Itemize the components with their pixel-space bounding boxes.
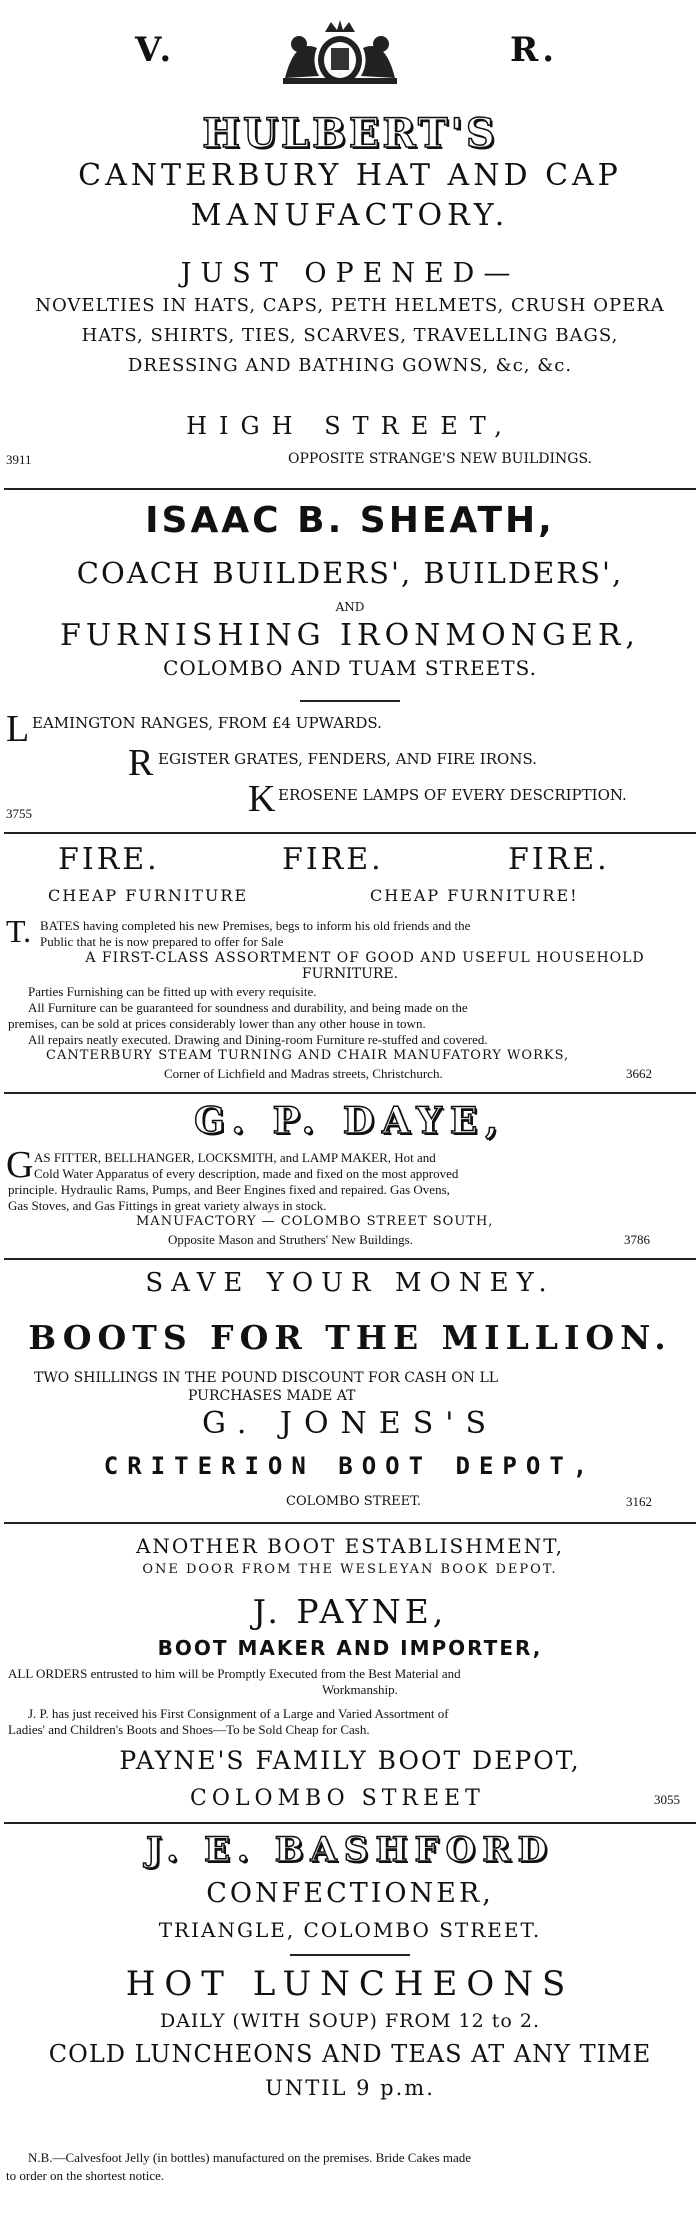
body-line-1: Parties Furnishing can be fitted up with every requisite. xyxy=(28,984,317,999)
kerosene-lamps: EROSENE LAMPS OF EVERY DESCRIPTION. xyxy=(278,786,627,804)
sheath-title: ISAAC B. SHEATH, xyxy=(145,500,555,541)
divider xyxy=(4,1092,696,1094)
jp-line-1: J. P. has just received his First Consignment of a Large and Varied Assortment of xyxy=(28,1706,449,1721)
leamington-ranges: EAMINGTON RANGES, FROM £4 UPWARDS. xyxy=(32,714,382,732)
colombo-tuam: COLOMBO AND TUAM STREETS. xyxy=(163,656,537,680)
daye-opposite: Opposite Mason and Struthers' New Buildings. xyxy=(168,1232,413,1247)
assortment-line-2: FURNITURE. xyxy=(301,966,399,982)
bashford-title: J. E. BASHFORD xyxy=(145,1830,554,1870)
cheap-furniture-2: CHEAP FURNITURE! xyxy=(370,886,579,905)
bashford-address: TRIANGLE, COLOMBO STREET. xyxy=(158,1918,542,1942)
payne-family-depot: PAYNE'S FAMILY BOOT DEPOT, xyxy=(119,1746,581,1775)
discount-line-2: PURCHASES MADE AT xyxy=(188,1388,356,1404)
hot-luncheons: HOT LUNCHEONS xyxy=(125,1964,575,2004)
payne-title: J. PAYNE, xyxy=(252,1592,448,1631)
divider xyxy=(4,488,696,490)
discount-line-1: TWO SHILLINGS IN THE POUND DISCOUNT FOR CASH ON LL xyxy=(34,1370,499,1386)
confectioner: CONFECTIONER, xyxy=(206,1878,494,1909)
orders-line-1: ALL ORDERS entrusted to him will be Promptly Executed from the Best Material and xyxy=(8,1666,461,1681)
body-line-4: All repairs neatly executed. Drawing and Dining-room Furniture re-stuffed and covered. xyxy=(28,1032,488,1047)
ad-number: 3911 xyxy=(6,452,32,467)
novelties-line-3: DRESSING AND BATHING GOWNS, &c, &c. xyxy=(127,355,573,376)
payne-street: COLOMBO STREET xyxy=(190,1786,485,1811)
novelties-line-2: HATS, SHIRTS, TIES, SCARVES, TRAVELLING BAGS, xyxy=(81,325,619,346)
divider xyxy=(4,1522,696,1524)
fire-word-1: FIRE. xyxy=(58,842,160,877)
drop-cap-t: T. xyxy=(6,913,32,949)
short-divider xyxy=(290,1954,410,1956)
intro-line-1: BATES having completed his new Premises, begs to inform his old friends and the xyxy=(40,918,471,933)
divider xyxy=(4,1258,696,1260)
just-opened: JUST OPENED— xyxy=(180,258,520,289)
intro-line-2: Public that he is now prepared to offer for Sale xyxy=(40,934,284,949)
high-street: HIGH STREET, xyxy=(186,412,514,440)
cheap-furniture-1: CHEAP FURNITURE xyxy=(48,886,249,905)
fire-word-3: FIRE. xyxy=(508,842,610,877)
register-grates: EGISTER GRATES, FENDERS, AND FIRE IRONS. xyxy=(158,750,537,768)
daye-line-2: Cold Water Apparatus of every description, made and fixed on the most approved xyxy=(34,1166,459,1181)
short-divider xyxy=(300,700,400,702)
ad-number: 3755 xyxy=(6,806,32,821)
daye-line-1: AS FITTER, BELLHANGER, LOCKSMITH, and LAMP MAKER, Hot and xyxy=(34,1150,436,1165)
one-door: ONE DOOR FROM THE WESLEYAN BOOK DEPOT. xyxy=(142,1562,558,1577)
royal-crest-icon xyxy=(265,18,415,92)
daye-manufactory: MANUFACTORY — COLOMBO STREET SOUTH, xyxy=(136,1214,494,1229)
ad-number: 3786 xyxy=(624,1232,650,1247)
criterion-boot-depot: CRITERION BOOT DEPOT, xyxy=(103,1452,597,1480)
jones-street: COLOMBO STREET. xyxy=(286,1494,422,1509)
manufactory-line: MANUFACTORY. xyxy=(190,198,510,233)
body-line-3: premises, can be sold at prices considerably lower than any other house in town. xyxy=(8,1016,426,1031)
ad-number: 3162 xyxy=(626,1494,652,1509)
jones-title: G. JONES'S xyxy=(201,1406,499,1441)
furnishing-ironmonger: FURNISHING IRONMONGER, xyxy=(60,618,640,653)
nb-line-1: N.B.—Calvesfoot Jelly (in bottles) manufactured on the premises. Bride Cakes made xyxy=(28,2150,471,2165)
drop-cap-r: R xyxy=(128,742,154,784)
drop-cap-g: G xyxy=(6,1144,34,1186)
drop-cap-k: K xyxy=(248,778,276,820)
boots-for-the-million: BOOTS FOR THE MILLION. xyxy=(28,1318,672,1357)
jp-line-2: Ladies' and Children's Boots and Shoes—To be Sold Cheap for Cash. xyxy=(8,1722,370,1737)
hulberts-title: HULBERT'S xyxy=(202,110,498,157)
cold-luncheons: COLD LUNCHEONS AND TEAS AT ANY TIME xyxy=(48,2040,652,2068)
r-letter: R. xyxy=(510,30,559,70)
ad-number: 3662 xyxy=(626,1066,652,1081)
ad-number: 3055 xyxy=(654,1792,680,1807)
another-boot: ANOTHER BOOT ESTABLISHMENT, xyxy=(135,1534,565,1558)
body-line-2: All Furniture can be guaranteed for soundness and durability, and being made on the xyxy=(28,1000,468,1015)
daye-line-4: Gas Stoves, and Gas Fittings in great variety always in stock. xyxy=(8,1198,327,1213)
assortment-line-1: A FIRST-CLASS ASSORTMENT OF GOOD AND USEFUL HOUSEHOLD xyxy=(85,950,645,966)
opposite-line: OPPOSITE STRANGE'S NEW BUILDINGS. xyxy=(288,451,593,467)
until-9pm: UNTIL 9 p.m. xyxy=(265,2076,435,2100)
divider xyxy=(4,832,696,834)
drop-cap-l: L xyxy=(6,708,30,750)
coach-builders-line: COACH BUILDERS', BUILDERS', xyxy=(76,556,624,590)
daily-soup: DAILY (WITH SOUP) FROM 12 to 2. xyxy=(159,2010,541,2032)
fire-word-2: FIRE. xyxy=(282,842,384,877)
canterbury-line: CANTERBURY HAT AND CAP xyxy=(78,158,622,193)
novelties-line-1: NOVELTIES IN HATS, CAPS, PETH HELMETS, CRUSH OPERA xyxy=(35,295,665,316)
orders-line-2: Workmanship. xyxy=(322,1682,398,1697)
daye-line-3: principle. Hydraulic Rams, Pumps, and Beer Engines fixed and repaired. Gas Ovens, xyxy=(8,1182,450,1197)
save-your-money: SAVE YOUR MONEY. xyxy=(145,1268,555,1298)
corner-address: Corner of Lichfield and Madras streets, Christchurch. xyxy=(164,1066,443,1081)
v-letter: V. xyxy=(135,30,176,70)
payne-subtitle: BOOT MAKER AND IMPORTER, xyxy=(157,1636,543,1660)
steam-works: CANTERBURY STEAM TURNING AND CHAIR MANUFATORY WORKS, xyxy=(46,1048,570,1063)
nb-line-2: to order on the shortest notice. xyxy=(6,2168,165,2183)
and-word: AND xyxy=(335,600,365,614)
divider xyxy=(4,1822,696,1824)
daye-title: G. P. DAYE, xyxy=(194,1100,506,1142)
